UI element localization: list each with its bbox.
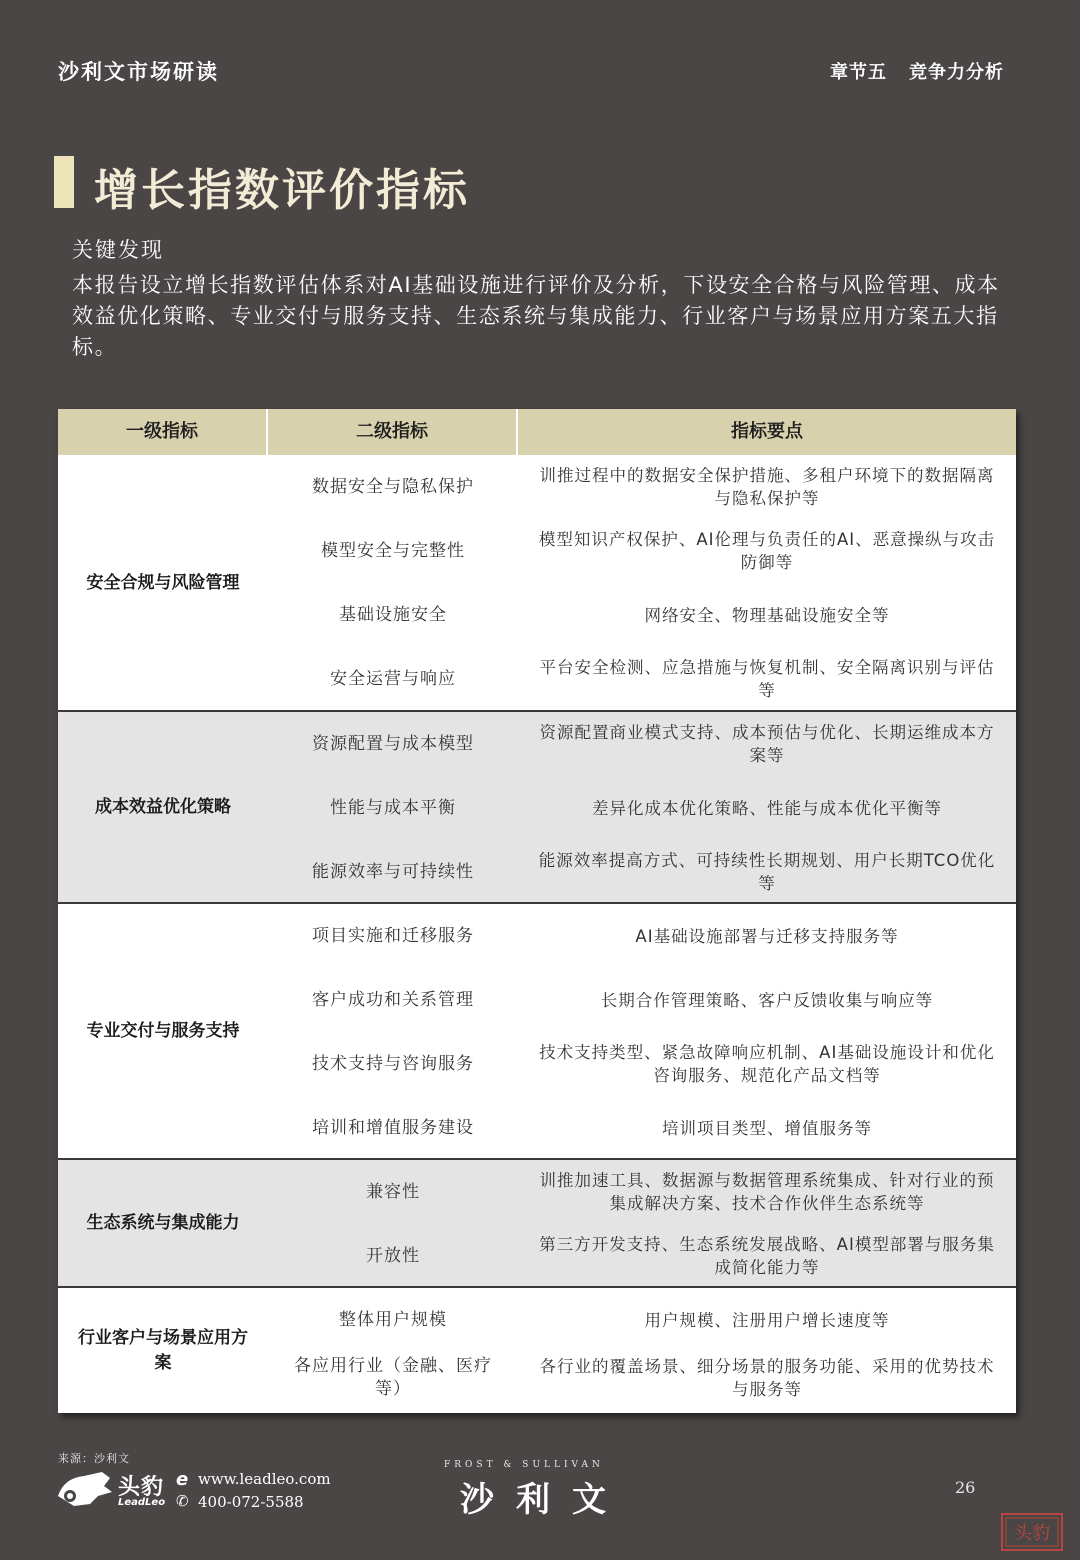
web-icon: e bbox=[176, 1469, 189, 1490]
table-row bbox=[268, 1224, 1016, 1288]
level2-cell: 模型安全与完整性 bbox=[321, 540, 465, 561]
group-delivery bbox=[58, 904, 1016, 1158]
table-row bbox=[268, 1160, 1016, 1224]
table-row bbox=[268, 1032, 1016, 1096]
table-row bbox=[268, 519, 1016, 583]
points-cell: 平台安全检测、应急措施与恢复机制、安全隔离识别与评估等 bbox=[539, 658, 995, 700]
level1-cell: 专业交付与服务支持 bbox=[86, 1020, 240, 1041]
website-link[interactable]: www.leadleo.com bbox=[198, 1470, 331, 1488]
phone-icon: ✆ bbox=[176, 1492, 189, 1510]
table-row bbox=[268, 776, 1016, 840]
group-cost bbox=[58, 712, 1016, 902]
points-cell: 训推过程中的数据安全保护措施、多租户环境下的数据隔离与隐私保护等 bbox=[539, 466, 995, 508]
points-cell: 网络安全、物理基础设施安全等 bbox=[644, 605, 890, 625]
chapter-label bbox=[808, 58, 1004, 84]
level2-cell: 开放性 bbox=[366, 1245, 420, 1266]
level2-cell: 兼容性 bbox=[366, 1181, 420, 1202]
points-cell: 培训项目类型、增值服务等 bbox=[662, 1118, 872, 1138]
key-findings-text: 本报告设立增长指数评估体系对AI基础设施进行评价及分析，下设安全合格与风险管理、成本效益优化策略、专业交付与服务支持、生态系统与集成能力、行业客户与场景应用方案五大指标。 bbox=[72, 273, 1000, 359]
table-row bbox=[268, 455, 1016, 519]
key-findings-label: 关键发现 bbox=[72, 238, 164, 262]
points-cell: 差异化成本优化策略、性能与成本优化平衡等 bbox=[592, 798, 942, 818]
table-header bbox=[58, 409, 1016, 455]
level2-cell: 客户成功和关系管理 bbox=[312, 989, 474, 1010]
level2-cell: 技术支持与咨询服务 bbox=[312, 1053, 474, 1074]
group-security bbox=[58, 455, 1016, 711]
table-row bbox=[268, 1346, 1016, 1410]
level2-cell: 能源效率与可持续性 bbox=[312, 861, 474, 882]
page-number: 26 bbox=[955, 1478, 976, 1497]
table-row bbox=[268, 1288, 1016, 1352]
level1-cell: 安全合规与风险管理 bbox=[86, 572, 240, 593]
level2-cell: 培训和增值服务建设 bbox=[312, 1117, 474, 1138]
level2-cell: 整体用户规模 bbox=[339, 1309, 447, 1330]
level2-cell: 性能与成本平衡 bbox=[330, 797, 456, 818]
level2-cell: 各应用行业（金融、医疗等） bbox=[294, 1356, 492, 1399]
seal-stamp-icon bbox=[1000, 1512, 1064, 1552]
table-row bbox=[268, 968, 1016, 1032]
brand-label: 沙利文市场研读 bbox=[58, 60, 219, 84]
table-row bbox=[268, 1096, 1016, 1160]
group-ecosystem bbox=[58, 1160, 1016, 1286]
points-cell: 资源配置商业模式支持、成本预估与优化、长期运维成本方案等 bbox=[539, 723, 995, 765]
header-level1: 一级指标 bbox=[126, 421, 198, 442]
table-row bbox=[268, 712, 1016, 776]
points-cell: 技术支持类型、紧急故障响应机制、AI基础设施设计和优化咨询服务、规范化产品文档等 bbox=[539, 1043, 995, 1085]
chapter-title: 竞争力分析 bbox=[909, 62, 1004, 83]
header-level2: 二级指标 bbox=[356, 421, 428, 442]
logo-name: 头豹 bbox=[118, 1475, 165, 1500]
points-cell: 各行业的覆盖场景、细分场景的服务功能、采用的优势技术与服务等 bbox=[539, 1357, 995, 1399]
level1-cell: 行业客户与场景应用方案 bbox=[78, 1327, 248, 1373]
points-cell: AI基础设施部署与迁移支持服务等 bbox=[635, 926, 899, 946]
source-note: 来源：沙利文 bbox=[58, 1452, 130, 1465]
table-row bbox=[268, 840, 1016, 904]
group-industry bbox=[58, 1288, 1016, 1413]
level1-cell: 成本效益优化策略 bbox=[95, 796, 231, 817]
title-accent-bar bbox=[54, 156, 74, 208]
level2-cell: 基础设施安全 bbox=[339, 604, 447, 625]
level2-cell: 资源配置与成本模型 bbox=[312, 733, 474, 754]
level2-cell: 数据安全与隐私保护 bbox=[312, 476, 474, 497]
points-cell: 第三方开发支持、生态系统发展战略、AI模型部署与服务集成简化能力等 bbox=[539, 1235, 995, 1277]
points-cell: 模型知识产权保护、AI伦理与负责任的AI、恶意操纵与攻击防御等 bbox=[538, 530, 996, 572]
chapter-number: 章节五 bbox=[830, 62, 887, 83]
frost-sullivan-cn: 沙利文 bbox=[460, 1480, 628, 1520]
table-row bbox=[268, 647, 1016, 711]
table-row bbox=[268, 583, 1016, 647]
page-title: 增长指数评价指标 bbox=[94, 165, 470, 216]
table-row bbox=[268, 904, 1016, 968]
indicator-table bbox=[58, 409, 1016, 1413]
phone-number: 400-072-5588 bbox=[198, 1493, 304, 1511]
frost-sullivan-en: FROST & SULLIVAN bbox=[444, 1460, 604, 1470]
level1-cell: 生态系统与集成能力 bbox=[86, 1212, 240, 1233]
points-cell: 训推加速工具、数据源与数据管理系统集成、针对行业的预集成解决方案、技术合作伙伴生态系统等 bbox=[539, 1171, 995, 1213]
points-cell: 能源效率提高方式、可持续性长期规划、用户长期TCO优化等 bbox=[538, 851, 996, 893]
level2-cell: 项目实施和迁移服务 bbox=[312, 925, 474, 946]
points-cell: 长期合作管理策略、客户反馈收集与响应等 bbox=[600, 990, 934, 1010]
logo-english: LeadLeo bbox=[118, 1497, 166, 1508]
points-cell: 用户规模、注册用户增长速度等 bbox=[644, 1310, 890, 1330]
svg-text:头豹: 头豹 bbox=[1014, 1523, 1050, 1544]
level2-cell: 安全运营与响应 bbox=[330, 668, 456, 689]
header-points: 指标要点 bbox=[731, 421, 803, 442]
